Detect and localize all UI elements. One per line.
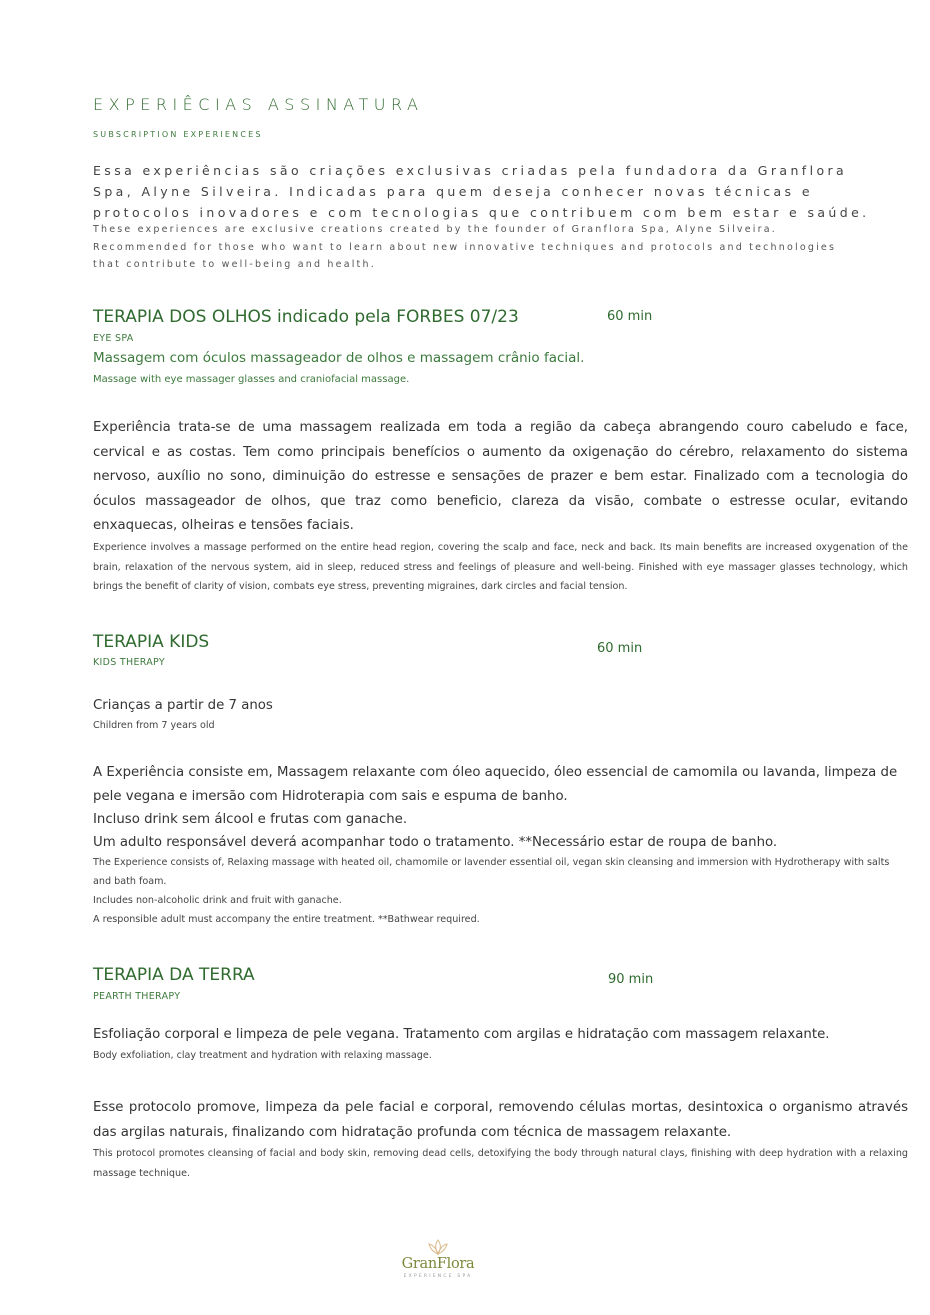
page-subtitle: SUBSCRIPTION EXPERIENCES <box>93 130 263 139</box>
section-kids-age-en: Children from 7 years old <box>93 720 215 731</box>
section-earth-title: TERAPIA DA TERRA <box>93 965 255 985</box>
section-eye-spa-body-en: Experience involves a massage performed on the entire head region, covering the scalp and face, neck and back. Its main benefits are increased oxygenation of the brain, relaxation of the nervous system, aid in sleep, reduced stress and feelings of pleasure and well-being. Finished with eye massager glasses technology, which brings the benefit of clarity of vision, combats eye stress, preventing migraines, dark circles and facial tension. <box>93 542 908 592</box>
section-kids-body-en-2: Includes non-alcoholic drink and fruit with ganache. <box>93 895 342 906</box>
section-kids-age-pt: Crianças a partir de 7 anos <box>93 698 273 713</box>
section-earth-tagline-en: Body exfoliation, clay treatment and hydration with relaxing massage. <box>93 1050 432 1061</box>
section-eye-spa-title: TERAPIA DOS OLHOS indicado pela FORBES 07/23 <box>93 307 519 327</box>
section-kids-duration: 60 min <box>597 641 643 656</box>
section-kids-body-pt-3: Um adulto responsável deverá acompanhar todo o tratamento. **Necessário estar de roupa de banho. <box>93 835 778 850</box>
logo-tagline: EXPERIENCE SPA <box>403 1274 473 1279</box>
section-earth-body-pt: Esse protocolo promove, limpeza da pele facial e corporal, removendo células mortas, desintoxica o organismo através das argilas naturais, finalizando com hidratação profunda com técnica de massagem relaxante. <box>93 1100 908 1140</box>
section-kids-body-en-1: The Experience consists of, Relaxing massage with heated oil, chamomile or lavender essential oil, vegan skin cleansing and immersion with Hydrotherapy with salts and bath foam. <box>93 857 890 887</box>
section-kids-body-pt-1: A Experiência consiste em, Massagem relaxante com óleo aquecido, óleo essencial de camomila ou lavanda, limpeza de pele vegana e imersão com Hidroterapia com sais e espuma de banho. <box>93 765 898 804</box>
section-eye-spa-duration: 60 min <box>607 309 653 324</box>
section-kids-body-en-3: A responsible adult must accompany the entire treatment. **Bathwear required. <box>93 914 480 925</box>
granflora-logo <box>393 1238 483 1284</box>
section-kids-title: TERAPIA KIDS <box>93 632 210 652</box>
section-eye-spa-subtitle: EYE SPA <box>93 333 134 344</box>
section-earth-duration: 90 min <box>608 972 654 987</box>
logo-name: GranFlora <box>401 1256 475 1272</box>
section-eye-spa-tagline-pt: Massagem com óculos massageador de olhos e massagem crânio facial. <box>93 350 585 366</box>
section-earth-subtitle: PEARTH THERAPY <box>93 991 181 1002</box>
intro-text-en: These experiences are exclusive creations created by the founder of Granflora Spa, Alyne Silveira. Recommended for those who want to learn about new innovative techniques and protocols and technologies that contribute to well-being and health. <box>93 224 837 270</box>
section-eye-spa-tagline-en: Massage with eye massager glasses and craniofacial massage. <box>93 374 410 385</box>
section-earth-tagline-pt: Esfoliação corporal e limpeza de pele vegana. Tratamento com argilas e hidratação com massagem relaxante. <box>93 1027 830 1042</box>
section-eye-spa-body-pt: Experiência trata-se de uma massagem realizada em toda a região da cabeça abrangendo couro cabeludo e face, cervical e as costas. Tem como principais benefícios o aumento da oxigenação do cérebro, relaxamento do sistema nervoso, auxílio no sono, diminuição do estresse e sensações de prazer e bem estar. Finalizado com a tecnologia do óculos massageador de olhos, que traz como beneficio, clareza da visão, combate o estresse ocular, evitando enxaquecas, olheiras e tensões faciais. <box>93 420 908 533</box>
intro-text-pt: Essa experiências são criações exclusivas criadas pela fundadora da Granflora Spa, Alyne Silveira. Indicadas para quem deseja conhecer novas técnicas e protocolos inovadores e com tecnologias que contribuem com bem estar e saúde. <box>93 163 870 220</box>
page-title: EXPERIÊCIAS ASSINATURA <box>93 95 424 114</box>
section-kids-body-pt-2: Incluso drink sem álcool e frutas com ganache. <box>93 812 408 827</box>
section-kids-subtitle: KIDS THERAPY <box>93 657 165 668</box>
section-earth-body-en: This protocol promotes cleansing of facial and body skin, removing dead cells, detoxifying the body through natural clays, finishing with deep hydration with a relaxing massage technique. <box>93 1148 908 1179</box>
